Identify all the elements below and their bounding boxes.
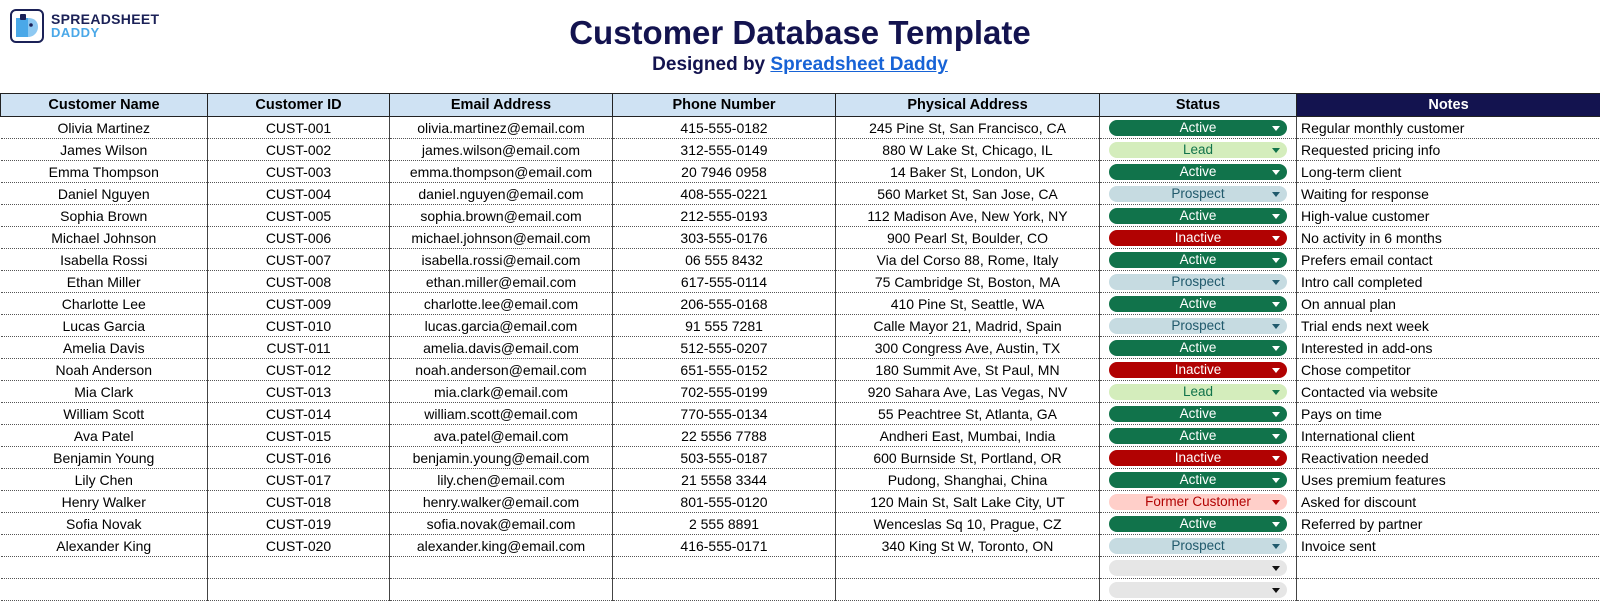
status-dropdown[interactable] (1109, 582, 1287, 598)
email-cell[interactable]: william.scott@email.com (390, 403, 613, 425)
notes-cell[interactable] (1297, 579, 1600, 601)
email-cell[interactable]: henry.walker@email.com (390, 491, 613, 513)
phone-cell[interactable]: 22 5556 7788 (613, 425, 836, 447)
email-cell[interactable]: alexander.king@email.com (390, 535, 613, 557)
status-dropdown[interactable] (1109, 560, 1287, 576)
status-label: Active (1179, 119, 1217, 135)
customer-id-cell[interactable]: CUST-014 (208, 403, 390, 425)
status-cell[interactable] (1100, 205, 1297, 227)
table-row (1, 161, 1600, 183)
notes-cell[interactable]: Regular monthly customer (1297, 117, 1600, 139)
customer-id-cell[interactable]: CUST-017 (208, 469, 390, 491)
customer-name-cell[interactable]: Ethan Miller (1, 271, 208, 293)
status-cell[interactable] (1100, 425, 1297, 447)
email-cell[interactable]: mia.clark@email.com (390, 381, 613, 403)
table-row (1, 491, 1600, 513)
customer-name-cell[interactable]: William Scott (1, 403, 208, 425)
status-cell[interactable] (1100, 249, 1297, 271)
table-row (1, 227, 1600, 249)
table-row (1, 183, 1600, 205)
address-cell[interactable] (836, 557, 1100, 579)
address-cell[interactable]: Pudong, Shanghai, China (836, 469, 1100, 491)
table-row (1, 359, 1600, 381)
customer-id-cell[interactable]: CUST-019 (208, 513, 390, 535)
brand-subname: DADDY (51, 25, 100, 40)
phone-cell[interactable]: 91 555 7281 (613, 315, 836, 337)
dropdown-caret-icon[interactable] (1272, 566, 1280, 571)
customer-name-cell[interactable]: Henry Walker (1, 491, 208, 513)
status-cell[interactable] (1100, 337, 1297, 359)
customer-id-cell[interactable]: CUST-009 (208, 293, 390, 315)
status-dropdown[interactable] (1109, 516, 1287, 532)
dropdown-caret-icon[interactable] (1272, 324, 1280, 329)
status-label: Inactive (1174, 229, 1222, 245)
status-label: Active (1179, 471, 1217, 487)
address-cell[interactable]: 920 Sahara Ave, Las Vegas, NV (836, 381, 1100, 403)
status-dropdown[interactable] (1109, 120, 1287, 136)
email-cell[interactable]: sophia.brown@email.com (390, 205, 613, 227)
address-cell[interactable]: 112 Madison Ave, New York, NY (836, 205, 1100, 227)
phone-cell[interactable] (613, 557, 836, 579)
address-cell[interactable]: 600 Burnside St, Portland, OR (836, 447, 1100, 469)
email-cell[interactable]: sofia.novak@email.com (390, 513, 613, 535)
col-header-phone-number[interactable]: Phone Number (613, 94, 836, 117)
notes-cell[interactable] (1297, 557, 1600, 579)
address-cell[interactable]: 880 W Lake St, Chicago, IL (836, 139, 1100, 161)
status-dropdown[interactable] (1109, 340, 1287, 356)
notes-cell[interactable]: Chose competitor (1297, 359, 1600, 381)
status-dropdown[interactable] (1109, 384, 1287, 400)
col-header-physical-address[interactable]: Physical Address (836, 94, 1100, 117)
customer-id-cell[interactable]: CUST-002 (208, 139, 390, 161)
customer-id-cell[interactable]: CUST-008 (208, 271, 390, 293)
phone-cell[interactable]: 770-555-0134 (613, 403, 836, 425)
dropdown-caret-icon[interactable] (1272, 390, 1280, 395)
notes-cell[interactable]: On annual plan (1297, 293, 1600, 315)
dropdown-caret-icon[interactable] (1272, 346, 1280, 351)
customer-id-cell[interactable] (208, 557, 390, 579)
email-cell[interactable]: michael.johnson@email.com (390, 227, 613, 249)
address-cell[interactable]: Via del Corso 88, Rome, Italy (836, 249, 1100, 271)
customer-name-cell[interactable]: Michael Johnson (1, 227, 208, 249)
customer-name-cell[interactable]: Lucas Garcia (1, 315, 208, 337)
status-dropdown[interactable] (1109, 186, 1287, 202)
status-cell[interactable] (1100, 315, 1297, 337)
dropdown-caret-icon[interactable] (1272, 588, 1280, 593)
customer-id-cell[interactable]: CUST-006 (208, 227, 390, 249)
customer-name-cell[interactable]: Charlotte Lee (1, 293, 208, 315)
status-cell[interactable] (1100, 161, 1297, 183)
customer-id-cell[interactable]: CUST-018 (208, 491, 390, 513)
table-row (1, 249, 1600, 271)
status-dropdown[interactable] (1109, 450, 1287, 466)
status-cell[interactable] (1100, 403, 1297, 425)
notes-cell[interactable]: International client (1297, 425, 1600, 447)
status-label: Active (1179, 163, 1217, 179)
dropdown-caret-icon[interactable] (1272, 434, 1280, 439)
customer-name-cell[interactable]: Isabella Rossi (1, 249, 208, 271)
customer-id-cell[interactable]: CUST-004 (208, 183, 390, 205)
dropdown-caret-icon[interactable] (1272, 214, 1280, 219)
email-cell[interactable] (390, 557, 613, 579)
status-label: Prospect (1171, 273, 1225, 289)
table-row (1, 403, 1600, 425)
phone-cell[interactable] (613, 579, 836, 601)
customer-name-cell[interactable]: Benjamin Young (1, 447, 208, 469)
status-dropdown[interactable] (1109, 252, 1287, 268)
customer-name-cell[interactable] (1, 557, 208, 579)
status-cell[interactable] (1100, 381, 1297, 403)
status-cell[interactable] (1100, 139, 1297, 161)
customer-name-cell[interactable] (1, 579, 208, 601)
status-dropdown[interactable] (1109, 406, 1287, 422)
email-cell[interactable]: charlotte.lee@email.com (390, 293, 613, 315)
phone-cell[interactable]: 21 5558 3344 (613, 469, 836, 491)
customer-name-cell[interactable]: Amelia Davis (1, 337, 208, 359)
dropdown-caret-icon[interactable] (1272, 500, 1280, 505)
notes-cell[interactable]: Long-term client (1297, 161, 1600, 183)
notes-cell[interactable]: Prefers email contact (1297, 249, 1600, 271)
notes-cell[interactable]: Intro call completed (1297, 271, 1600, 293)
customer-name-cell[interactable]: Sofia Novak (1, 513, 208, 535)
notes-cell[interactable]: Interested in add-ons (1297, 337, 1600, 359)
customer-name-cell[interactable]: Sophia Brown (1, 205, 208, 227)
status-dropdown[interactable] (1109, 428, 1287, 444)
status-label: Lead (1182, 383, 1214, 399)
status-cell[interactable] (1100, 271, 1297, 293)
notes-cell[interactable]: No activity in 6 months (1297, 227, 1600, 249)
col-header-email-address[interactable]: Email Address (390, 94, 613, 117)
customer-table (0, 93, 1600, 601)
status-label: Prospect (1171, 185, 1225, 201)
notes-cell[interactable]: Invoice sent (1297, 535, 1600, 557)
status-cell[interactable] (1100, 117, 1297, 139)
address-cell[interactable]: Wenceslas Sq 10, Prague, CZ (836, 513, 1100, 535)
phone-cell[interactable]: 06 555 8432 (613, 249, 836, 271)
customer-id-cell[interactable]: CUST-005 (208, 205, 390, 227)
col-header-customer-name[interactable]: Customer Name (1, 94, 208, 117)
dropdown-caret-icon[interactable] (1272, 522, 1280, 527)
table-row (1, 469, 1600, 491)
header-row (1, 94, 1600, 117)
address-cell[interactable]: 14 Baker St, London, UK (836, 161, 1100, 183)
address-cell[interactable]: 900 Pearl St, Boulder, CO (836, 227, 1100, 249)
status-label: Active (1179, 251, 1217, 267)
address-cell[interactable]: 120 Main St, Salt Lake City, UT (836, 491, 1100, 513)
status-label: Active (1179, 515, 1217, 531)
status-dropdown[interactable] (1109, 274, 1287, 290)
table-row (1, 117, 1600, 139)
dropdown-caret-icon[interactable] (1272, 170, 1280, 175)
notes-cell[interactable]: Requested pricing info (1297, 139, 1600, 161)
customer-id-cell[interactable]: CUST-011 (208, 337, 390, 359)
dropdown-caret-icon[interactable] (1272, 478, 1280, 483)
table-row (1, 337, 1600, 359)
notes-cell[interactable]: Waiting for response (1297, 183, 1600, 205)
email-cell[interactable]: isabella.rossi@email.com (390, 249, 613, 271)
notes-cell[interactable]: High-value customer (1297, 205, 1600, 227)
customer-id-cell[interactable] (208, 579, 390, 601)
email-cell[interactable]: benjamin.young@email.com (390, 447, 613, 469)
status-dropdown[interactable] (1109, 142, 1287, 158)
customer-name-cell[interactable]: Olivia Martinez (1, 117, 208, 139)
address-cell[interactable]: 180 Summit Ave, St Paul, MN (836, 359, 1100, 381)
status-dropdown[interactable] (1109, 472, 1287, 488)
email-cell[interactable] (390, 579, 613, 601)
customer-name-cell[interactable]: Emma Thompson (1, 161, 208, 183)
status-cell[interactable] (1100, 557, 1297, 579)
spreadsheet-daddy-link[interactable]: Spreadsheet Daddy (770, 54, 948, 75)
col-header-customer-id[interactable]: Customer ID (208, 94, 390, 117)
notes-cell[interactable]: Asked for discount (1297, 491, 1600, 513)
status-dropdown[interactable] (1109, 164, 1287, 180)
address-cell[interactable]: 75 Cambridge St, Boston, MA (836, 271, 1100, 293)
status-cell[interactable] (1100, 535, 1297, 557)
phone-cell[interactable]: 503-555-0187 (613, 447, 836, 469)
table-row (1, 557, 1600, 579)
col-header-notes[interactable]: Notes (1297, 94, 1600, 117)
table-row (1, 447, 1600, 469)
phone-cell[interactable]: 512-555-0207 (613, 337, 836, 359)
status-dropdown[interactable] (1109, 296, 1287, 312)
status-cell[interactable] (1100, 579, 1297, 601)
dropdown-caret-icon[interactable] (1272, 148, 1280, 153)
phone-cell[interactable]: 312-555-0149 (613, 139, 836, 161)
dropdown-caret-icon[interactable] (1272, 192, 1280, 197)
table-row (1, 139, 1600, 161)
status-dropdown[interactable] (1109, 362, 1287, 378)
customer-id-cell[interactable]: CUST-016 (208, 447, 390, 469)
address-cell[interactable]: 245 Pine St, San Francisco, CA (836, 117, 1100, 139)
address-cell[interactable]: 340 King St W, Toronto, ON (836, 535, 1100, 557)
dropdown-caret-icon[interactable] (1272, 302, 1280, 307)
phone-cell[interactable]: 651-555-0152 (613, 359, 836, 381)
brand-name: SPREADSHEET (51, 11, 160, 27)
dropdown-caret-icon[interactable] (1272, 368, 1280, 373)
customer-name-cell[interactable]: Ava Patel (1, 425, 208, 447)
subtitle-prefix: Designed by (652, 54, 766, 75)
customer-name-cell[interactable]: James Wilson (1, 139, 208, 161)
dropdown-caret-icon[interactable] (1272, 126, 1280, 131)
status-cell[interactable] (1100, 359, 1297, 381)
customer-id-cell[interactable]: CUST-012 (208, 359, 390, 381)
table-row (1, 579, 1600, 601)
status-dropdown[interactable] (1109, 318, 1287, 334)
status-label: Lead (1182, 141, 1214, 157)
status-cell[interactable] (1100, 513, 1297, 535)
notes-cell[interactable]: Pays on time (1297, 403, 1600, 425)
customer-name-cell[interactable]: Noah Anderson (1, 359, 208, 381)
dropdown-caret-icon[interactable] (1272, 456, 1280, 461)
email-cell[interactable]: lily.chen@email.com (390, 469, 613, 491)
status-label: Prospect (1171, 317, 1225, 333)
notes-cell[interactable]: Contacted via website (1297, 381, 1600, 403)
email-cell[interactable]: emma.thompson@email.com (390, 161, 613, 183)
dropdown-caret-icon[interactable] (1272, 412, 1280, 417)
phone-cell[interactable]: 415-555-0182 (613, 117, 836, 139)
phone-cell[interactable]: 801-555-0120 (613, 491, 836, 513)
status-cell[interactable] (1100, 293, 1297, 315)
status-label: Prospect (1171, 537, 1225, 553)
customer-name-cell[interactable]: Daniel Nguyen (1, 183, 208, 205)
notes-cell[interactable]: Trial ends next week (1297, 315, 1600, 337)
status-cell[interactable] (1100, 183, 1297, 205)
customer-id-cell[interactable]: CUST-010 (208, 315, 390, 337)
customer-name-cell[interactable]: Lily Chen (1, 469, 208, 491)
dropdown-caret-icon[interactable] (1272, 258, 1280, 263)
email-cell[interactable]: daniel.nguyen@email.com (390, 183, 613, 205)
status-cell[interactable] (1100, 447, 1297, 469)
customer-id-cell[interactable]: CUST-007 (208, 249, 390, 271)
phone-cell[interactable]: 702-555-0199 (613, 381, 836, 403)
table-row (1, 271, 1600, 293)
dropdown-caret-icon[interactable] (1272, 236, 1280, 241)
status-label: Inactive (1174, 361, 1222, 377)
status-cell[interactable] (1100, 469, 1297, 491)
phone-cell[interactable]: 20 7946 0958 (613, 161, 836, 183)
customer-id-cell[interactable]: CUST-003 (208, 161, 390, 183)
customer-id-cell[interactable]: CUST-020 (208, 535, 390, 557)
customer-id-cell[interactable]: CUST-015 (208, 425, 390, 447)
address-cell[interactable]: 560 Market St, San Jose, CA (836, 183, 1100, 205)
address-cell[interactable]: 300 Congress Ave, Austin, TX (836, 337, 1100, 359)
address-cell[interactable]: 55 Peachtree St, Atlanta, GA (836, 403, 1100, 425)
address-cell[interactable]: 410 Pine St, Seattle, WA (836, 293, 1100, 315)
header (0, 11, 1600, 76)
table-row (1, 381, 1600, 403)
status-label: Active (1179, 207, 1217, 223)
status-cell[interactable] (1100, 227, 1297, 249)
email-cell[interactable]: james.wilson@email.com (390, 139, 613, 161)
status-dropdown[interactable] (1109, 538, 1287, 554)
customer-name-cell[interactable]: Alexander King (1, 535, 208, 557)
notes-cell[interactable]: Reactivation needed (1297, 447, 1600, 469)
email-cell[interactable]: ava.patel@email.com (390, 425, 613, 447)
status-cell[interactable] (1100, 491, 1297, 513)
status-label: Former Customer (1145, 493, 1251, 509)
page-title: Customer Database Template (569, 14, 1031, 51)
status-label: Active (1179, 427, 1217, 443)
email-cell[interactable]: amelia.davis@email.com (390, 337, 613, 359)
status-label: Active (1179, 339, 1217, 355)
notes-cell[interactable]: Referred by partner (1297, 513, 1600, 535)
table-row (1, 293, 1600, 315)
status-dropdown[interactable] (1109, 208, 1287, 224)
address-cell[interactable]: Calle Mayor 21, Madrid, Spain (836, 315, 1100, 337)
address-cell[interactable]: Andheri East, Mumbai, India (836, 425, 1100, 447)
phone-cell[interactable]: 408-555-0221 (613, 183, 836, 205)
page-subtitle (0, 54, 1600, 76)
table-row (1, 205, 1600, 227)
email-cell[interactable]: ethan.miller@email.com (390, 271, 613, 293)
phone-cell[interactable]: 206-555-0168 (613, 293, 836, 315)
phone-cell[interactable]: 2 555 8891 (613, 513, 836, 535)
customer-id-cell[interactable]: CUST-013 (208, 381, 390, 403)
email-cell[interactable]: olivia.martinez@email.com (390, 117, 613, 139)
phone-cell[interactable]: 303-555-0176 (613, 227, 836, 249)
table-row (1, 535, 1600, 557)
status-dropdown[interactable] (1109, 230, 1287, 246)
phone-cell[interactable]: 617-555-0114 (613, 271, 836, 293)
col-header-status[interactable]: Status (1100, 94, 1297, 117)
email-cell[interactable]: noah.anderson@email.com (390, 359, 613, 381)
status-label: Inactive (1174, 449, 1222, 465)
customer-name-cell[interactable]: Mia Clark (1, 381, 208, 403)
status-dropdown[interactable] (1109, 494, 1287, 510)
email-cell[interactable]: lucas.garcia@email.com (390, 315, 613, 337)
status-label: Active (1179, 295, 1217, 311)
notes-cell[interactable]: Uses premium features (1297, 469, 1600, 491)
table-row (1, 315, 1600, 337)
address-cell[interactable] (836, 579, 1100, 601)
phone-cell[interactable]: 212-555-0193 (613, 205, 836, 227)
status-label: Active (1179, 405, 1217, 421)
customer-id-cell[interactable]: CUST-001 (208, 117, 390, 139)
dropdown-caret-icon[interactable] (1272, 280, 1280, 285)
table-row (1, 425, 1600, 447)
dropdown-caret-icon[interactable] (1272, 544, 1280, 549)
phone-cell[interactable]: 416-555-0171 (613, 535, 836, 557)
table-row (1, 513, 1600, 535)
